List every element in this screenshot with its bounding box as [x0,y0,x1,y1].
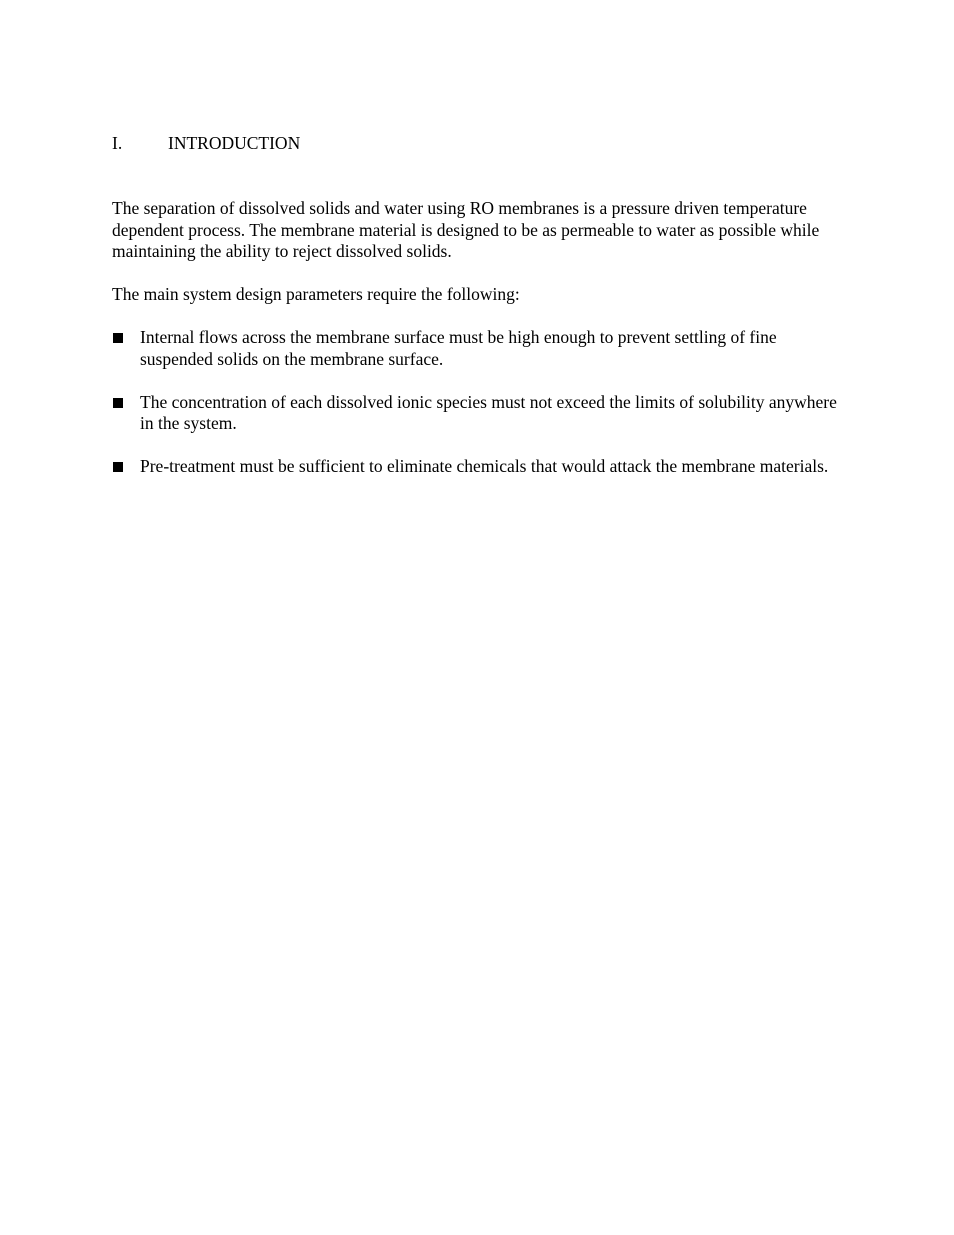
square-bullet-icon [113,462,123,472]
list-item-text: Pre-treatment must be sufficient to eliminate chemicals that would attack the membrane materials. [140,456,829,476]
square-bullet-icon [113,398,123,408]
design-parameters-intro: The main system design parameters require the following: [112,284,520,304]
section-number: I. [112,133,123,153]
intro-paragraph: The separation of dissolved solids and water using RO membranes is a pressure driven temperature dependent process. The membrane material is designed to be as permeable to water as possible while maintaining the ability to reject dissolved solids. [112,198,820,261]
list-item-text: Internal flows across the membrane surface must be high enough to prevent settling of fine suspended solids on the membrane surface. [140,327,777,369]
section-heading [112,133,300,155]
design-parameters-list [112,327,847,499]
section-title: INTRODUCTION [168,133,301,153]
square-bullet-icon [113,333,123,343]
list-item [112,327,847,370]
list-item [112,456,847,478]
list-item-text: The concentration of each dissolved ionic species must not exceed the limits of solubility anywhere in the system. [140,391,837,433]
list-item [112,392,847,435]
